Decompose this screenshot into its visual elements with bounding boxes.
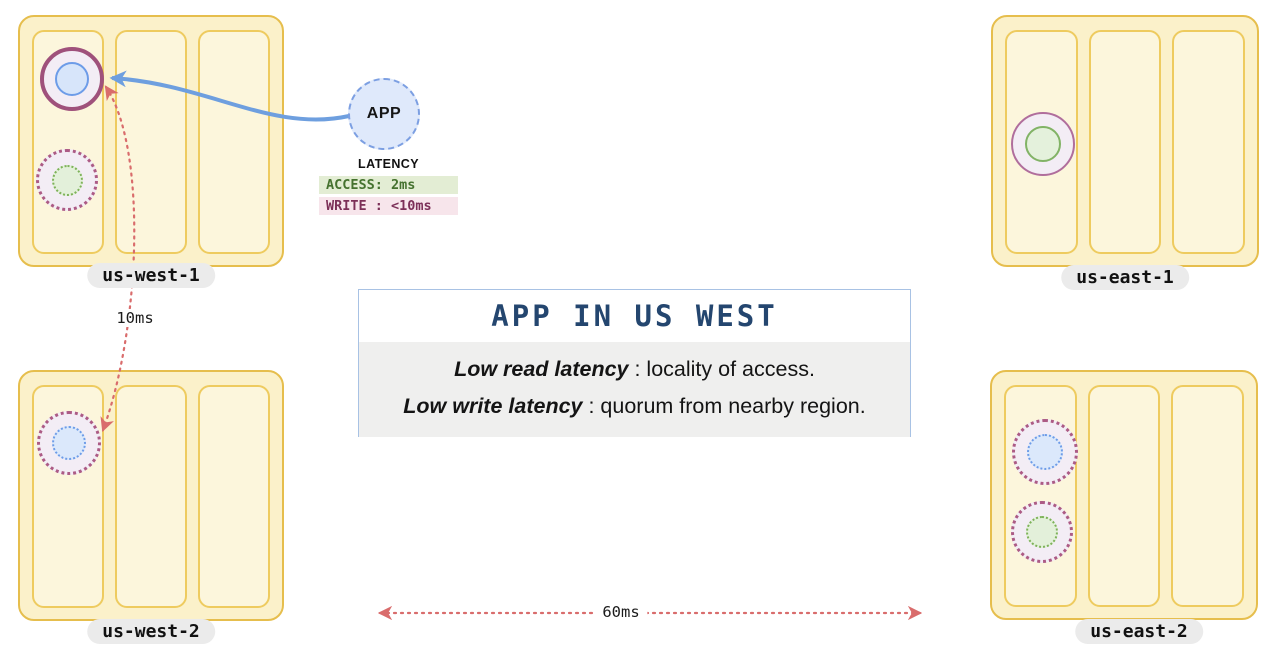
info-line-read: [359, 351, 910, 388]
node-column: [1089, 30, 1162, 254]
follower-replica-blue: [37, 411, 101, 475]
leader-replica-blue: [40, 47, 104, 111]
info-line-read-rest: : locality of access.: [628, 357, 815, 381]
info-box-body: [359, 342, 910, 437]
region-label-us-west-2: us-west-2: [87, 619, 215, 644]
region-label-us-west-1: us-west-1: [87, 263, 215, 288]
region-label-us-east-1: us-east-1: [1061, 265, 1189, 290]
region-label-us-east-2: us-east-2: [1075, 619, 1203, 644]
node-column: [198, 30, 270, 254]
app-node-label: APP: [366, 105, 402, 122]
follower-replica-blue: [1012, 419, 1078, 485]
app-node: [348, 78, 420, 150]
follower-replica-core: [52, 426, 86, 460]
info-line-write-term: Low write latency: [403, 394, 583, 418]
info-line-write-rest: : quorum from nearby region.: [582, 394, 866, 418]
replica-green: [1011, 112, 1075, 176]
node-column: [115, 30, 187, 254]
node-column: [115, 385, 187, 608]
follower-replica-core: [52, 165, 83, 196]
region-us-east-2: [990, 370, 1258, 620]
follower-replica-core: [1026, 516, 1058, 548]
info-box-header: [359, 290, 910, 342]
region-us-west-2: [18, 370, 284, 621]
leader-replica-core: [55, 62, 89, 96]
write-latency-badge: WRITE : <10ms: [319, 197, 458, 215]
latency-heading: LATENCY: [358, 157, 419, 171]
node-column: [1088, 385, 1161, 607]
node-column: [1171, 385, 1244, 607]
node-column: [198, 385, 270, 608]
access-latency-badge: ACCESS: 2ms: [319, 176, 458, 194]
info-box-title: APP IN US WEST: [491, 299, 778, 333]
follower-replica-green: [36, 149, 98, 211]
replica-core: [1025, 126, 1061, 162]
cross-region-latency-label: 60ms: [594, 603, 647, 621]
node-column: [1172, 30, 1245, 254]
info-line-read-term: Low read latency: [454, 357, 629, 381]
follower-replica-core: [1027, 434, 1063, 470]
region-us-east-1: [991, 15, 1259, 267]
region-us-west-1: [18, 15, 284, 267]
replication-latency-label: 10ms: [108, 309, 161, 327]
info-box: [358, 289, 911, 437]
info-line-write: [359, 388, 910, 425]
follower-replica-green: [1011, 501, 1073, 563]
